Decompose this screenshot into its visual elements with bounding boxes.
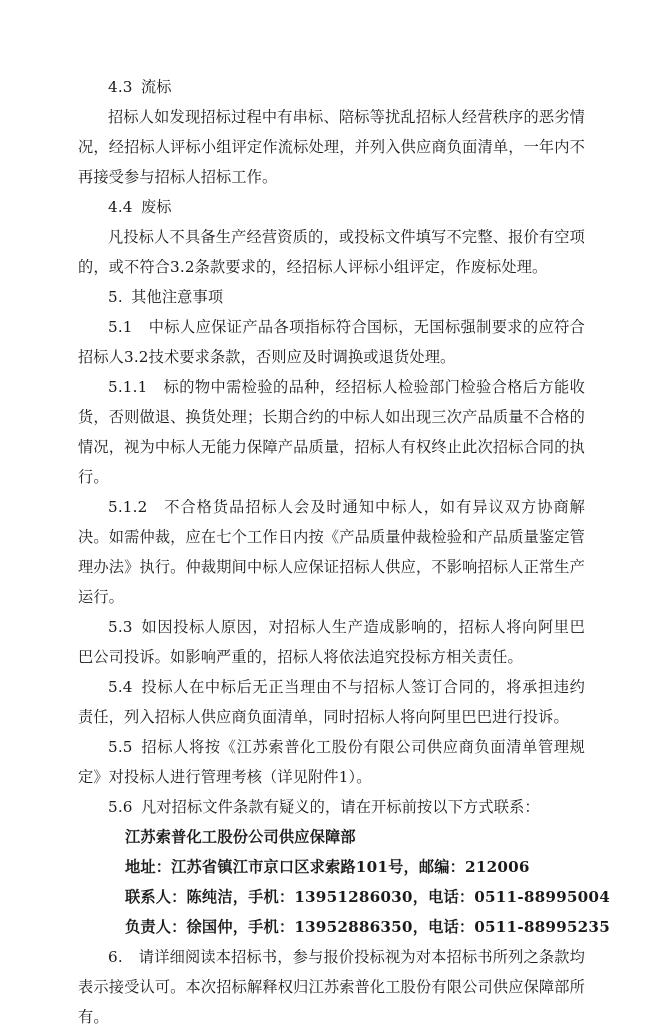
section-number: 5. [108, 288, 123, 306]
paragraph-4-4-body: 凡投标人不具备生产经营资质的，或投标文件填写不完整、报价有空项的，或不符合3.2条款要求的，经招标人评标小组评定，作废标处理。 [78, 228, 585, 276]
section-number: 4.3 [108, 78, 133, 96]
section-text: 投标人在中标后无正当理由不与招标人签订合同的，将承担违约责任，列入招标人供应商负面清单，同时招标人将向阿里巴巴进行投诉。 [78, 678, 585, 726]
section-number: 5.6 [108, 798, 133, 816]
section-number: 6. [108, 948, 123, 966]
contact-department: 江苏索普化工股份公司供应保障部 [125, 828, 356, 846]
contact-block [78, 822, 610, 942]
section-title: 废标 [140, 198, 172, 216]
document-body [78, 72, 610, 1032]
section-text: 如因投标人原因，对招标人生产造成影响的，招标人将向阿里巴巴公司投诉。如影响严重的，招标人将依法追究投标方相关责任。 [78, 618, 585, 666]
section-text: 请详细阅读本招标书，参与报价投标视为对本招标书所列之条款均表示接受认可。本次招标解释权归江苏索普化工股份有限公司供应保障部所有。 [78, 948, 585, 1026]
section-number: 5.1.1 [108, 378, 148, 396]
section-number: 5.1.2 [108, 498, 148, 516]
paragraph-5-6 [78, 792, 585, 822]
section-number: 4.4 [108, 198, 133, 216]
paragraph-5-5 [78, 732, 585, 792]
contact-person: 联系人：陈纯洁，手机：13951286030，电话：0511-88995004 [125, 888, 610, 906]
paragraph-4-3-body: 招标人如发现招标过程中有串标、陪标等扰乱招标人经营秩序的恶劣情况，经招标人评标小组评定作流标处理，并列入供应商负面清单，一年内不再接受参与招标人招标工作。 [78, 108, 585, 186]
contact-address: 地址：江苏省镇江市京口区求索路101号，邮编：212006 [125, 858, 530, 876]
paragraph-5-1 [78, 312, 585, 372]
paragraph-5-3 [78, 612, 585, 672]
section-text: 中标人应保证产品各项指标符合国标，无国标强制要求的应符合招标人3.2技术要求条款，否则应及时调换或退货处理。 [78, 318, 585, 366]
section-heading-4-3 [78, 72, 585, 102]
contact-responsible-person: 负责人：徐国仲，手机：13952886350，电话：0511-88995235 [125, 918, 610, 936]
paragraph-6-closing [78, 942, 585, 1032]
paragraph-5-1-1 [78, 372, 585, 492]
section-text: 招标人将按《江苏索普化工股份有限公司供应商负面清单管理规定》对投标人进行管理考核（详见附件1）。 [78, 738, 585, 786]
section-number: 5.3 [108, 618, 133, 636]
section-text: 凡对招标文件条款有疑义的，请在开标前按以下方式联系： [140, 798, 540, 816]
section-text: 不合格货品招标人会及时通知中标人，如有异议双方协商解决。如需仲裁，应在七个工作日内按《产品质量仲裁检验和产品质量鉴定管理办法》执行。仲裁期间中标人应保证招标人供应，不影响招标人正常生产运行。 [78, 498, 585, 606]
section-heading-4-4 [78, 192, 585, 222]
section-text: 标的物中需检验的品种，经招标人检验部门检验合格后方能收货，否则做退、换货处理；长期合约的中标人如出现三次产品质量不合格的情况，视为中标人无能力保障产品质量，招标人有权终止此次招标合同的执行。 [78, 378, 585, 486]
section-title: 其他注意事项 [131, 288, 224, 306]
section-number: 5.1 [108, 318, 133, 336]
paragraph-5-4 [78, 672, 585, 732]
section-number: 5.4 [108, 678, 133, 696]
section-title: 流标 [140, 78, 172, 96]
section-heading-5 [78, 282, 585, 312]
section-number: 5.5 [108, 738, 133, 756]
paragraph-5-1-2 [78, 492, 585, 612]
